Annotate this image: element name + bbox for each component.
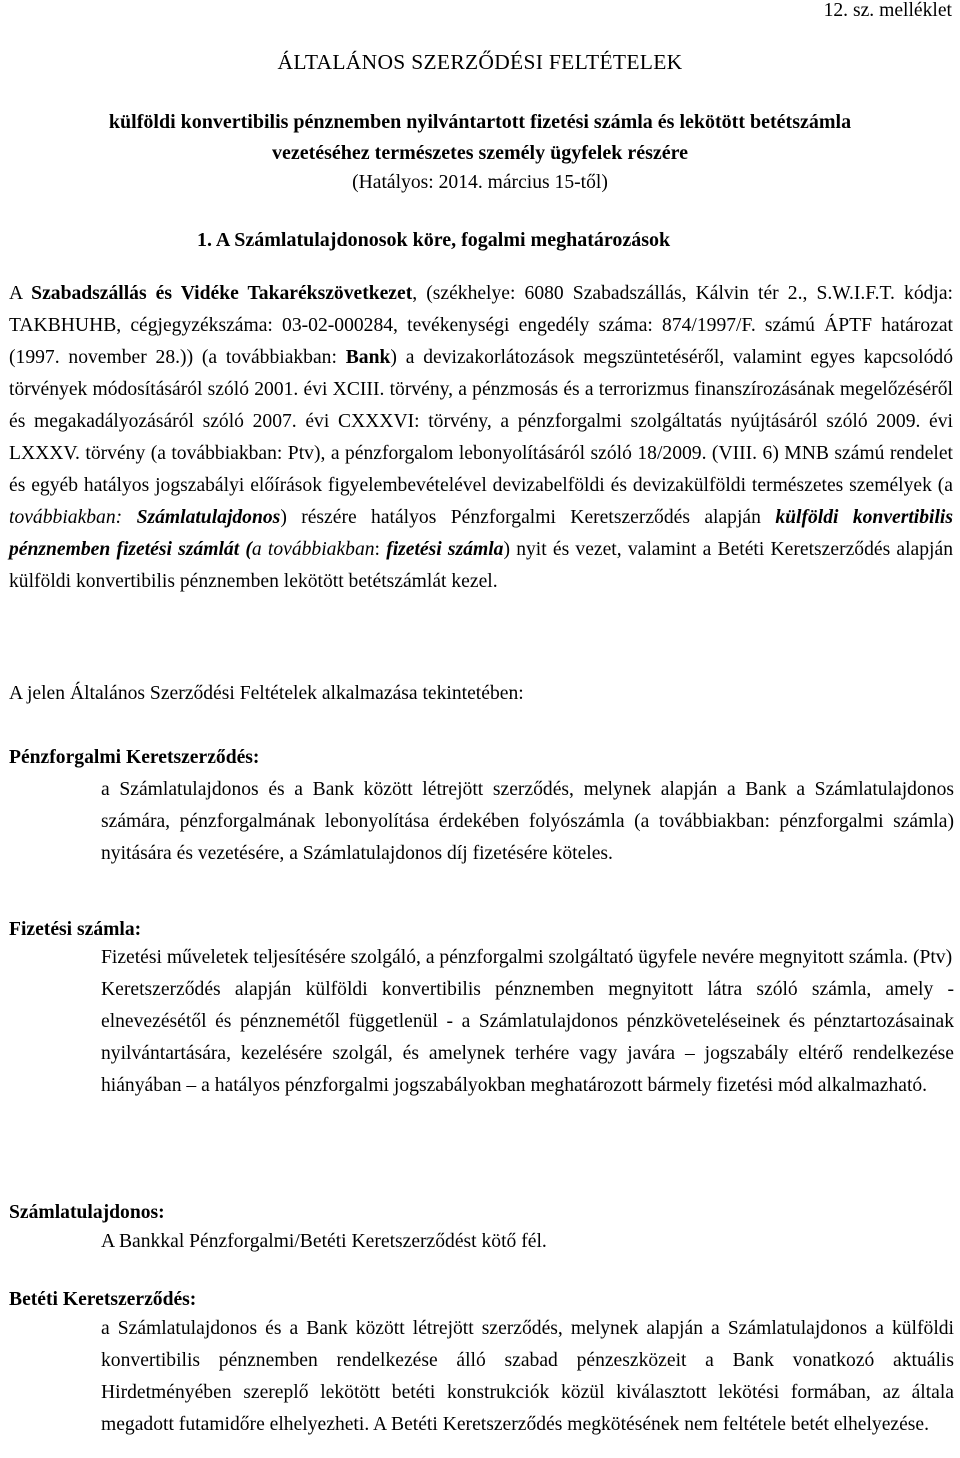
section-heading: 1. A Számlatulajdonosok köre, fogalmi meghatározások [197,229,671,251]
intro-paragraph [9,278,953,598]
effective-date: (Hatályos: 2014. március 15-től) [352,172,608,193]
payment-account-term: fizetési számla [386,539,504,560]
subtitle-line: külföldi konvertibilis pénznemben nyilvántartott fizetési számla és lekötött betétszámla [108,111,852,133]
intro-text: : [374,539,387,560]
definition-body [101,774,954,870]
intro-text: A [9,283,32,304]
bank-short-name: Bank [345,347,391,368]
intro-italic: a továbbiakban [251,539,375,560]
intro-italic: továbbiakban: [9,507,137,528]
definition-term: Pénzforgalmi Keretszerződés: [9,747,260,768]
definition-body [101,942,954,1102]
intro-text: ) nyit és vezet, valamint a Betéti Keretszerződés alapján külföldi konvertibilis pénznemben lekötött betétszámlát kezel. [9,539,953,592]
definitions-lead: A jelen Általános Szerződési Feltételek alkalmazása tekintetében: [9,683,524,704]
document-title: ÁLTALÁNOS SZERZŐDÉSI FELTÉTELEK [277,50,683,74]
bank-name: Szabadszállás és Vidéke Takarékszövetkezet [31,283,413,304]
subtitle-line: vezetéséhez természetes személy ügyfelek részére [271,142,689,164]
document-subtitle [0,107,960,169]
definition-term: Számlatulajdonos: [9,1202,165,1223]
intro-text: ) a devizakorlátozások megszüntetéséről, valamint egyes kapcsolódó törvények módosításáról szóló 2001. évi XCIII. törvény, a pénzmosás és a terrorizmus finanszírozásának megelőzéséről és megakadályozásáról szóló 2007. évi CXXXVI: törvény, a pénzforgalmi szolgáltatás nyújtásáról szóló 2009. évi LXXXV. törvény (a továbbiakban: Ptv), a pénzforgalom lebonyolításáról szóló 18/2009. (VIII. 6) MNB számú rendelet és egyéb hatályos jogszabályi előírások figyelembevételével devizabelföldi és devizakülföldi természetes személyek (a [9,347,954,496]
account-holder-term: Számlatulajdonos [136,507,281,528]
definition-term: Betéti Keretszerződés: [9,1289,197,1310]
definition-paragraph: A Bankkal Pénzforgalmi/Betéti Keretszerződést kötő fél. [101,1231,547,1252]
intro-text: ) részére hatályos Pénzforgalmi Keretszerződés alapján [280,507,776,528]
definition-paragraph: a Számlatulajdonos és a Bank között létrejött szerződés, melynek alapján a Számlatulajdonos a külföldi konvertibilis pénznemben rendelkezése álló szabad pénzeszközeit a Bank vonatkozó aktuális Hirdetményében szereplő lekötött betéti konstrukciók közül kiválasztott lekötési formában, az általa megadott futamidőre elhelyezheti. A Betéti Keretszerződés megkötésének nem feltétele betét elhelyezése. [101,1318,954,1435]
intro-text: , (székhelye: 6080 Szabadszállás, Kálvin tér 2., S.W.I.F.T. kódja: TAKBHUHB, cégjegyzékszáma: 03-02-000284, tevékenységi engedély száma: 874/1997/F. számú ÁPTF határozat (1997. november 28.)) (a továbbiakban: [9,283,953,368]
definition-paragraph: Fizetési műveletek teljesítésére szolgáló, a pénzforgalmi szolgáltató ügyfele nevére megnyitott számla. (Ptv) [101,947,953,968]
annex-label: 12. sz. melléklet [823,0,952,21]
definition-term: Fizetési számla: [9,919,142,940]
definition-body [101,1226,954,1258]
definition-paragraph: Keretszerződés alapján külföldi konvertibilis pénznemben megnyitott látra szóló számla, amely - elnevezésétől és pénznemétől függetlenül - a Számlatulajdonos pénzköveteléseinek és pénztartozásainak nyilvántartására, kezelésére szolgál, és amelynek terhére vagy javára – jogszabály eltérő rendelkezése hiányában – a hatályos pénzforgalmi jogszabályokban meghatározott bármely fizetési mód alkalmazható. [101,979,954,1096]
account-term: külföldi konvertibilis pénznemben fizetési számlát ( [9,507,953,560]
definition-body [101,1313,954,1441]
definition-paragraph: a Számlatulajdonos és a Bank között létrejött szerződés, melynek alapján a Bank a Számlatulajdonos számára, pénzforgalmának lebonyolítása érdekében folyószámla (a továbbiakban: pénzforgalmi számla) nyitására és vezetésére, a Számlatulajdonos díj fizetésére köteles. [101,779,954,864]
